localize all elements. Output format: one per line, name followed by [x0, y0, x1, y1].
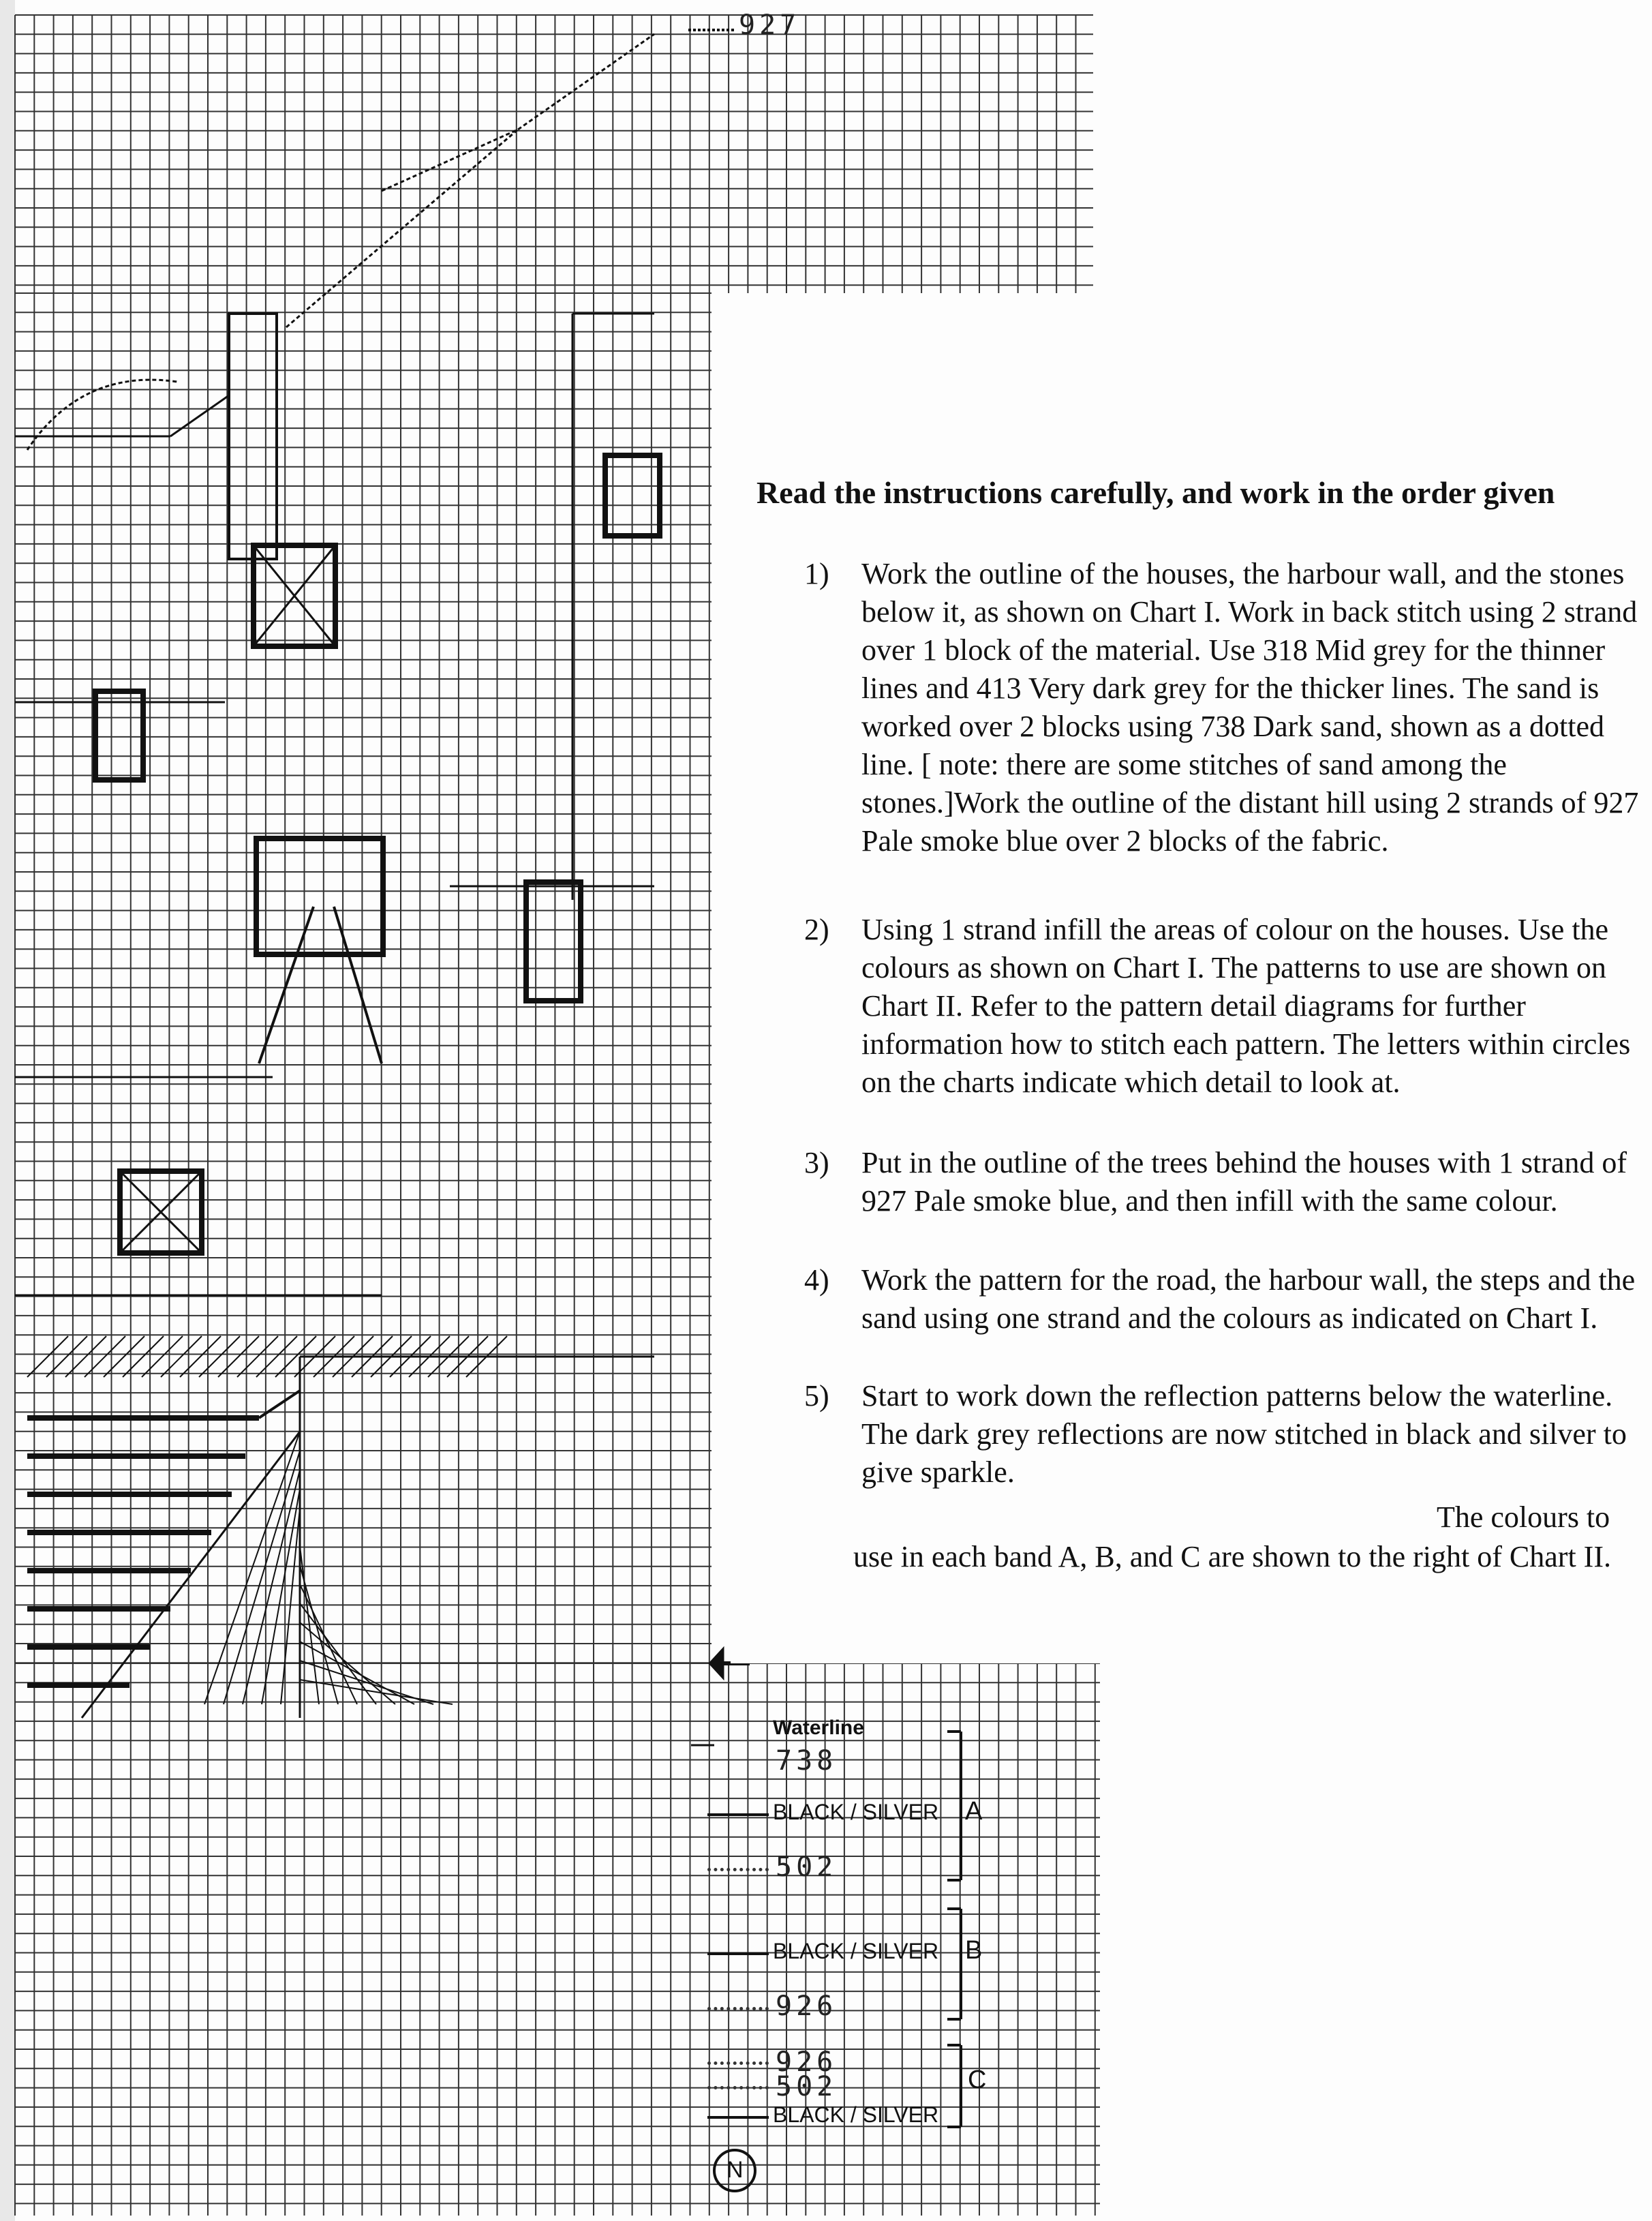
- top-colour-label: 927: [739, 10, 801, 41]
- step-number: 4): [804, 1263, 829, 1297]
- band-c-colour-2: 502: [776, 2071, 838, 2102]
- band-b-letter: B: [965, 1936, 983, 1965]
- step-number: 3): [804, 1146, 829, 1179]
- band-c-colour-1: 926: [776, 2046, 838, 2078]
- colours-note-line-1: The colours to: [1437, 1500, 1610, 1534]
- band-b-top-label: BLACK / SILVER: [773, 1939, 939, 1963]
- key-dotted-b: [707, 2007, 769, 2010]
- step-text: Put in the outline of the trees behind the houses with 1 strand of 927 Pale smoke blue, and then infill with the same colour.: [861, 1146, 1627, 1218]
- colours-note-line-2: use in each band A, B, and C are shown to the right of Chart II.: [853, 1540, 1611, 1573]
- band-a-top-label: BLACK / SILVER: [773, 1800, 939, 1824]
- key-line-a: [707, 1813, 769, 1816]
- key-dotted-a: [707, 1868, 769, 1871]
- band-a-colour: 502: [776, 1852, 838, 1883]
- step-text: Work the outline of the houses, the harbour wall, and the stones below it, as shown on Chart I. Work in back stitch using 2 strand over 1 block of the material. Use 318 Mid grey for the thinner lines and 413 Very dark grey for the thicker lines. The sand is worked over 2 blocks using 738 Dark sand, shown as a dotted line. [ note: there are some stitches of sand among the stones.]Work the outline of the distant hill using 2 strands of 927 Pale smoke blue over 2 blocks of the fabric.: [861, 557, 1639, 858]
- key-dotted-c2: [707, 2086, 769, 2089]
- band-c-letter: C: [968, 2066, 987, 2094]
- waterline-label: Waterline: [773, 1717, 864, 1739]
- step-number: 5): [804, 1379, 829, 1412]
- key-dotted-c1: [707, 2061, 769, 2065]
- band-a-letter: A: [965, 1797, 983, 1826]
- step-number: 1): [804, 557, 829, 590]
- waterline-colour: 738: [776, 1745, 838, 1777]
- instructions-panel: [731, 293, 1652, 1663]
- key-line-c: [707, 2116, 769, 2119]
- circle-n-label: N: [726, 2157, 744, 2183]
- band-b-colour: 926: [776, 1991, 838, 2022]
- step-text: Using 1 strand infill the areas of colour on the houses. Use the colours as shown on Chart I. The patterns to use are shown on Chart II. Refer to the pattern detail diagrams for further information how to stitch each pattern. The letters within circles on the charts indicate which detail to look at.: [861, 913, 1631, 1099]
- band-c-bottom-label: BLACK / SILVER: [773, 2102, 939, 2127]
- key-line-b: [707, 1952, 769, 1955]
- step-number: 2): [804, 913, 829, 946]
- step-text: Start to work down the reflection patterns below the waterline. The dark grey reflections are now stitched in black and silver to give sparkle.: [861, 1379, 1627, 1489]
- instructions-heading: Read the instructions carefully, and work in the order given: [756, 475, 1555, 510]
- step-text: Work the pattern for the road, the harbour wall, the steps and the sand using one strand and the colours as indicated on Chart I.: [861, 1263, 1636, 1335]
